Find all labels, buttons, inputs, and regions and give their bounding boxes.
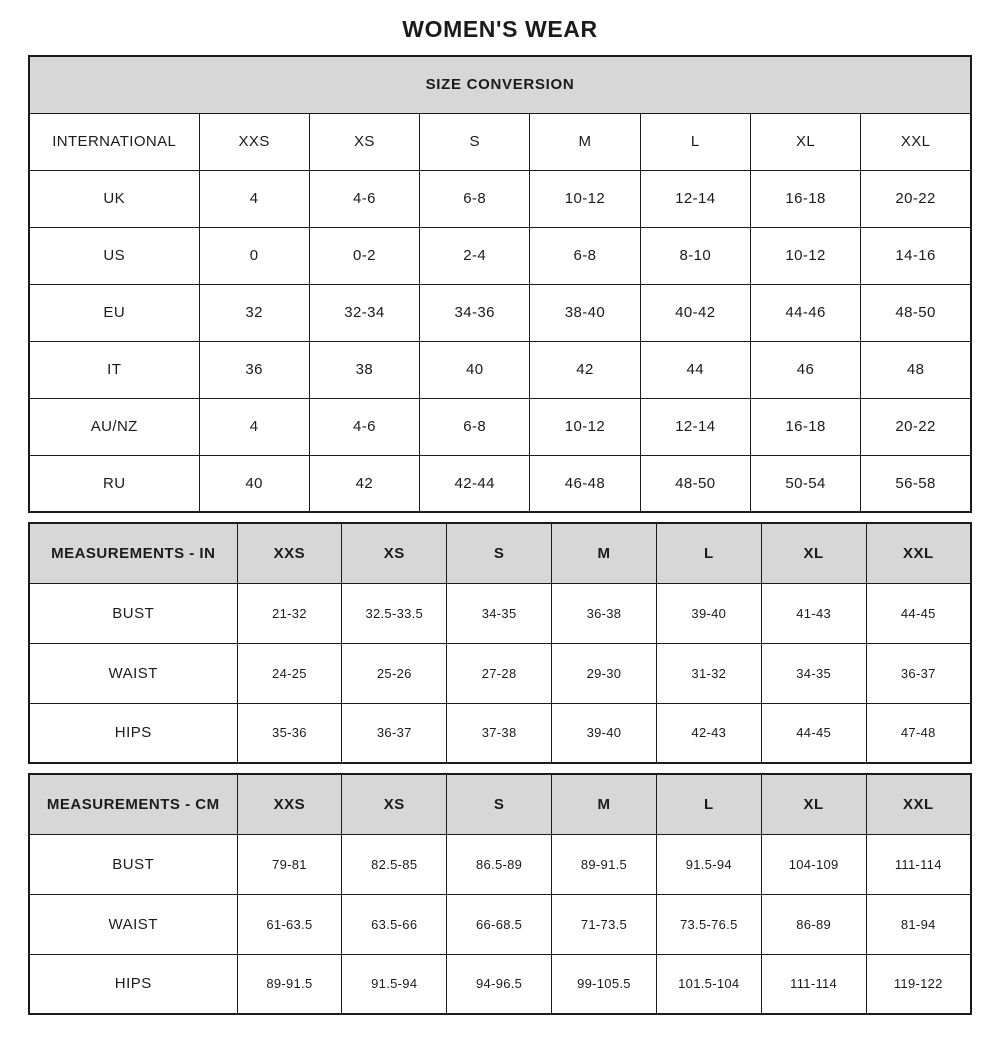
table-cell: 34-35	[447, 583, 552, 643]
table-row	[29, 170, 971, 227]
table-cell: 63.5-66	[342, 894, 447, 954]
table-cell: 37-38	[447, 703, 552, 763]
table-cell: 104-109	[761, 834, 866, 894]
measurements-in-table	[28, 522, 972, 764]
column-header: XXL	[866, 774, 971, 834]
row-header: WAIST	[29, 894, 237, 954]
table-cell: 36-38	[552, 583, 657, 643]
table-cell: 44-45	[761, 703, 866, 763]
table-row	[29, 894, 971, 954]
column-header: XXS	[237, 774, 342, 834]
table-cell: 16-18	[750, 398, 860, 455]
table-cell: 12-14	[640, 398, 750, 455]
table-cell: 42	[309, 455, 419, 512]
table-cell: 48-50	[640, 455, 750, 512]
table-cell: 56-58	[861, 455, 971, 512]
table-cell: 44-46	[750, 284, 860, 341]
table-cell: 6-8	[530, 227, 640, 284]
table-cell: 27-28	[447, 643, 552, 703]
table-cell: 48	[861, 341, 971, 398]
table-row	[29, 455, 971, 512]
table-cell: 89-91.5	[237, 954, 342, 1014]
table-cell: 6-8	[420, 398, 530, 455]
column-header: MEASUREMENTS - IN	[29, 523, 237, 583]
column-header: L	[656, 523, 761, 583]
column-header: XL	[750, 113, 860, 170]
table-cell: 10-12	[750, 227, 860, 284]
table-cell: 4-6	[309, 398, 419, 455]
table-cell: 14-16	[861, 227, 971, 284]
size-conversion-table	[28, 55, 972, 513]
table-cell: 32-34	[309, 284, 419, 341]
table-cell: 79-81	[237, 834, 342, 894]
table-row	[29, 643, 971, 703]
table-row	[29, 227, 971, 284]
row-header: UK	[29, 170, 199, 227]
table-cell: 16-18	[750, 170, 860, 227]
table-cell: 31-32	[656, 643, 761, 703]
column-header: L	[640, 113, 750, 170]
column-header: XS	[309, 113, 419, 170]
row-header: IT	[29, 341, 199, 398]
table-cell: 111-114	[761, 954, 866, 1014]
column-header: XL	[761, 523, 866, 583]
table-cell: 66-68.5	[447, 894, 552, 954]
measurements-cm-table	[28, 773, 972, 1015]
table-cell: 10-12	[530, 170, 640, 227]
table-cell: 40-42	[640, 284, 750, 341]
table-row	[29, 583, 971, 643]
table-cell: 35-36	[237, 703, 342, 763]
column-header: L	[656, 774, 761, 834]
table-cell: 39-40	[552, 703, 657, 763]
column-header-row	[29, 523, 971, 583]
table-cell: 86-89	[761, 894, 866, 954]
column-header: XL	[761, 774, 866, 834]
table-banner-row	[29, 56, 971, 113]
table-cell: 91.5-94	[656, 834, 761, 894]
table-row	[29, 341, 971, 398]
table-cell: 24-25	[237, 643, 342, 703]
table-cell: 32.5-33.5	[342, 583, 447, 643]
row-header: BUST	[29, 834, 237, 894]
table-row	[29, 398, 971, 455]
column-header: M	[530, 113, 640, 170]
table-banner: SIZE CONVERSION	[29, 56, 971, 113]
table-cell: 119-122	[866, 954, 971, 1014]
table-cell: 42	[530, 341, 640, 398]
column-header: S	[447, 774, 552, 834]
table-cell: 34-35	[761, 643, 866, 703]
table-cell: 34-36	[420, 284, 530, 341]
table-cell: 99-105.5	[552, 954, 657, 1014]
table-cell: 29-30	[552, 643, 657, 703]
table-cell: 91.5-94	[342, 954, 447, 1014]
table-cell: 32	[199, 284, 309, 341]
row-header: US	[29, 227, 199, 284]
row-header: WAIST	[29, 643, 237, 703]
table-cell: 4	[199, 398, 309, 455]
column-header: S	[447, 523, 552, 583]
table-cell: 20-22	[861, 398, 971, 455]
table-cell: 20-22	[861, 170, 971, 227]
row-header: HIPS	[29, 703, 237, 763]
table-cell: 44	[640, 341, 750, 398]
column-header-row	[29, 113, 971, 170]
table-cell: 2-4	[420, 227, 530, 284]
table-cell: 40	[199, 455, 309, 512]
row-header: EU	[29, 284, 199, 341]
table-row	[29, 703, 971, 763]
table-cell: 101.5-104	[656, 954, 761, 1014]
column-header: XXS	[199, 113, 309, 170]
table-cell: 73.5-76.5	[656, 894, 761, 954]
column-header: S	[420, 113, 530, 170]
table-cell: 36	[199, 341, 309, 398]
table-cell: 42-43	[656, 703, 761, 763]
table-cell: 42-44	[420, 455, 530, 512]
table-cell: 82.5-85	[342, 834, 447, 894]
page-title: WOMEN'S WEAR	[402, 16, 598, 42]
table-cell: 94-96.5	[447, 954, 552, 1014]
column-header: XXL	[866, 523, 971, 583]
table-cell: 38-40	[530, 284, 640, 341]
table-cell: 48-50	[861, 284, 971, 341]
table-cell: 6-8	[420, 170, 530, 227]
table-cell: 61-63.5	[237, 894, 342, 954]
table-cell: 12-14	[640, 170, 750, 227]
table-cell: 111-114	[866, 834, 971, 894]
table-cell: 86.5-89	[447, 834, 552, 894]
table-cell: 41-43	[761, 583, 866, 643]
table-cell: 47-48	[866, 703, 971, 763]
table-cell: 25-26	[342, 643, 447, 703]
column-header: INTERNATIONAL	[29, 113, 199, 170]
table-cell: 44-45	[866, 583, 971, 643]
column-header-row	[29, 774, 971, 834]
column-header: MEASUREMENTS - CM	[29, 774, 237, 834]
column-header: XS	[342, 774, 447, 834]
table-cell: 36-37	[866, 643, 971, 703]
table-cell: 10-12	[530, 398, 640, 455]
table-cell: 71-73.5	[552, 894, 657, 954]
column-header: XXL	[861, 113, 971, 170]
table-cell: 21-32	[237, 583, 342, 643]
table-cell: 50-54	[750, 455, 860, 512]
table-cell: 46-48	[530, 455, 640, 512]
table-cell: 40	[420, 341, 530, 398]
table-cell: 38	[309, 341, 419, 398]
table-cell: 81-94	[866, 894, 971, 954]
table-cell: 4	[199, 170, 309, 227]
table-cell: 0	[199, 227, 309, 284]
row-header: AU/NZ	[29, 398, 199, 455]
row-header: BUST	[29, 583, 237, 643]
row-header: RU	[29, 455, 199, 512]
row-header: HIPS	[29, 954, 237, 1014]
column-header: XS	[342, 523, 447, 583]
table-row	[29, 954, 971, 1014]
table-cell: 39-40	[656, 583, 761, 643]
table-row	[29, 834, 971, 894]
table-cell: 46	[750, 341, 860, 398]
table-cell: 0-2	[309, 227, 419, 284]
table-cell: 36-37	[342, 703, 447, 763]
table-cell: 4-6	[309, 170, 419, 227]
table-row	[29, 284, 971, 341]
column-header: XXS	[237, 523, 342, 583]
column-header: M	[552, 774, 657, 834]
column-header: M	[552, 523, 657, 583]
table-cell: 8-10	[640, 227, 750, 284]
table-cell: 89-91.5	[552, 834, 657, 894]
